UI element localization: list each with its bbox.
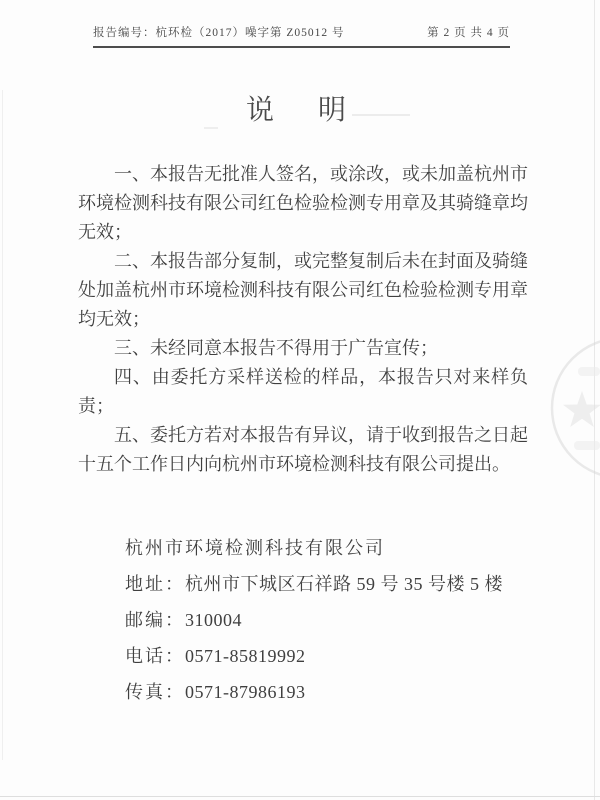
scan-edge-bottom (0, 796, 600, 797)
address-value: 杭州市下城区石祥路 59 号 35 号楼 5 楼 (185, 574, 503, 594)
faint-seal-icon (548, 335, 600, 485)
report-number: 报告编号：杭环检（2017）噪字第 Z05012 号 (93, 27, 345, 39)
page-indicator: 第 2 页 共 4 页 (427, 27, 510, 39)
phone-label: 电话： (125, 646, 185, 666)
phone-line (125, 638, 503, 674)
company-name: 杭州市环境检测科技有限公司 (125, 538, 385, 558)
page-header (93, 24, 510, 48)
contact-block (125, 530, 503, 710)
postcode-line (125, 602, 503, 638)
postcode-label: 邮编： (125, 610, 185, 630)
fax-value: 0571-87986193 (185, 682, 306, 702)
address-label: 地址： (125, 574, 185, 594)
page-title: 说 明 (245, 95, 354, 126)
notes-body (78, 160, 528, 479)
postcode-value: 310004 (185, 610, 242, 630)
fax-line (125, 674, 503, 710)
address-line (125, 566, 503, 602)
note-item-2: 二、本报告部分复制，或完整复制后未在封面及骑缝处加盖杭州市环境检测科技有限公司红色检验检测专用章均无效； (78, 251, 528, 329)
fax-label: 传真： (125, 682, 185, 702)
scan-edge-left (2, 90, 3, 760)
note-item-1: 一、本报告无批准人签名，或涂改，或未加盖杭州市环境检测科技有限公司红色检验检测专用章及其骑缝章均无效； (78, 164, 528, 242)
note-item-4: 四、由委托方采样送检的样品，本报告只对来样负责； (78, 367, 528, 416)
note-item-3: 三、未经同意本报告不得用于广告宣传； (114, 338, 438, 358)
note-item-5: 五、委托方若对本报告有异议，请于收到报告之日起十五个工作日内向杭州市环境检测科技有限公司提出。 (78, 425, 528, 474)
phone-value: 0571-85819992 (185, 646, 306, 666)
